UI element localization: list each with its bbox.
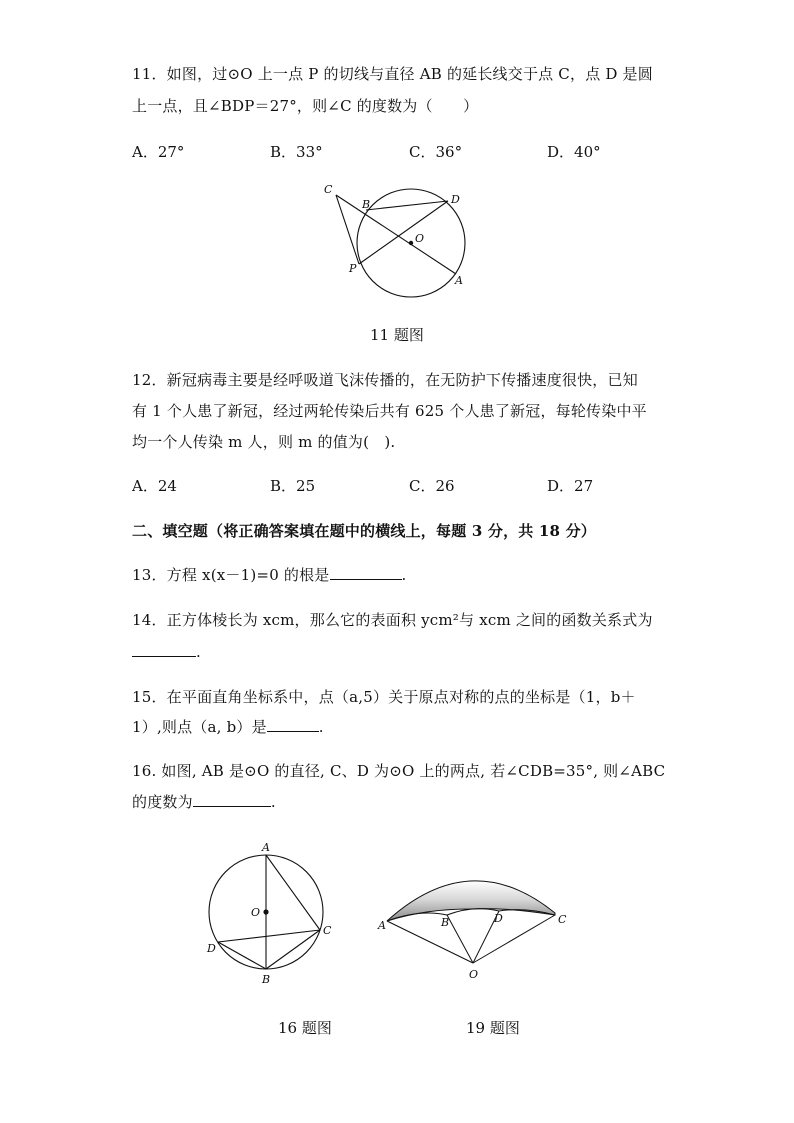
q11-option-a: A．27° (132, 143, 185, 161)
q16-end: . (270, 793, 276, 811)
q13-end: . (401, 566, 407, 584)
q16-label-o: O (251, 906, 261, 919)
q11-line1: 11．如图，过⊙O 上一点 P 的切线与直径 AB 的延长线交于点 C，点 D 是圆 (132, 65, 653, 83)
q16-center-dot (263, 909, 268, 914)
q11-label-a: A (455, 274, 463, 287)
q19-label-a: A (378, 919, 386, 932)
q12-line1: 12．新冠病毒主要是经呼吸道飞沫传播的，在无防护下传播速度很快，已知 (132, 371, 638, 389)
q19-label-d: D (494, 912, 503, 925)
q11-option-c: C．36° (409, 143, 463, 161)
q19-rib-bo (447, 915, 473, 963)
section2-heading: 二、填空题（将正确答案填在题中的横线上，每题 3 分，共 18 分） (132, 522, 597, 540)
q11-label-o: O (415, 232, 425, 245)
q11-caption: 11 题图 (370, 326, 424, 344)
q16-label-d: D (207, 942, 216, 955)
q11-chord-bd (366, 201, 448, 210)
q16-line1: 16. 如图, AB 是⊙O 的直径, C、D 为⊙O 上的两点, 若∠CDB=35°, 则∠ABC (132, 762, 666, 780)
q15-line2 (132, 717, 324, 737)
q15-text: 1）,则点（a, b）是 (132, 718, 267, 736)
q19-fan-shaded-region (387, 881, 555, 921)
q14-line2 (132, 642, 201, 662)
q12-option-a: A．24 (132, 477, 177, 495)
q16-chord-dc (218, 930, 320, 942)
q16-label-c: C (323, 924, 332, 937)
q15-end: . (318, 718, 324, 736)
q11-center-dot (409, 241, 413, 245)
q11-label-d: D (451, 193, 460, 206)
q16-line2 (132, 792, 276, 812)
q16-chord-db (218, 942, 266, 969)
q19-caption: 19 题图 (466, 1019, 520, 1037)
q11-chord-dp (359, 201, 448, 264)
q11-figure (320, 180, 480, 310)
q19-label-o: O (469, 968, 479, 981)
q12-option-c: C．26 (409, 477, 455, 495)
q16-answer-blank (193, 792, 271, 807)
q16-caption: 16 题图 (278, 1019, 332, 1037)
q19-figure (375, 865, 575, 990)
q16-figure (200, 838, 340, 988)
q16-label-a: A (262, 841, 270, 854)
q12-option-b: B．25 (270, 477, 316, 495)
q19-label-c: C (558, 913, 567, 926)
q19-rib-ao (387, 921, 473, 963)
q16-chord-ac (266, 855, 320, 930)
q13-text: 13．方程 x(x－1)=0 的根是 (132, 566, 330, 584)
q15-line1: 15．在平面直角坐标系中，点（a,5）关于原点对称的点的坐标是（1，b＋ (132, 688, 636, 706)
q11-line2: 上一点，且∠BDP＝27°，则∠C 的度数为（ ） (132, 97, 479, 115)
q19-label-b: B (441, 916, 450, 929)
q11-option-d: D．40° (547, 143, 601, 161)
q15-answer-blank (267, 717, 319, 732)
q11-label-b: B (362, 198, 371, 211)
q11-option-b: B．33° (270, 143, 323, 161)
q11-label-c: C (324, 183, 333, 196)
q13-answer-blank (330, 565, 402, 580)
q11-label-p: P (349, 262, 357, 275)
q14-line1: 14．正方体棱长为 xcm，那么它的表面积 ycm²与 xcm 之间的函数关系式为 (132, 611, 653, 629)
q12-line3: 均一个人传染 m 人，则 m 的值为( ). (132, 433, 396, 451)
q16-label-b: B (262, 973, 271, 986)
q16-text: 的度数为 (132, 793, 193, 811)
q11-tangent-cp (336, 195, 359, 264)
q13 (132, 565, 406, 585)
q14-end: . (196, 643, 201, 661)
q12-option-d: D．27 (547, 477, 594, 495)
q14-answer-blank (132, 642, 196, 657)
q12-line2: 有 1 个人患了新冠，经过两轮传染后共有 625 个人患了新冠，每轮传染中平 (132, 402, 647, 420)
